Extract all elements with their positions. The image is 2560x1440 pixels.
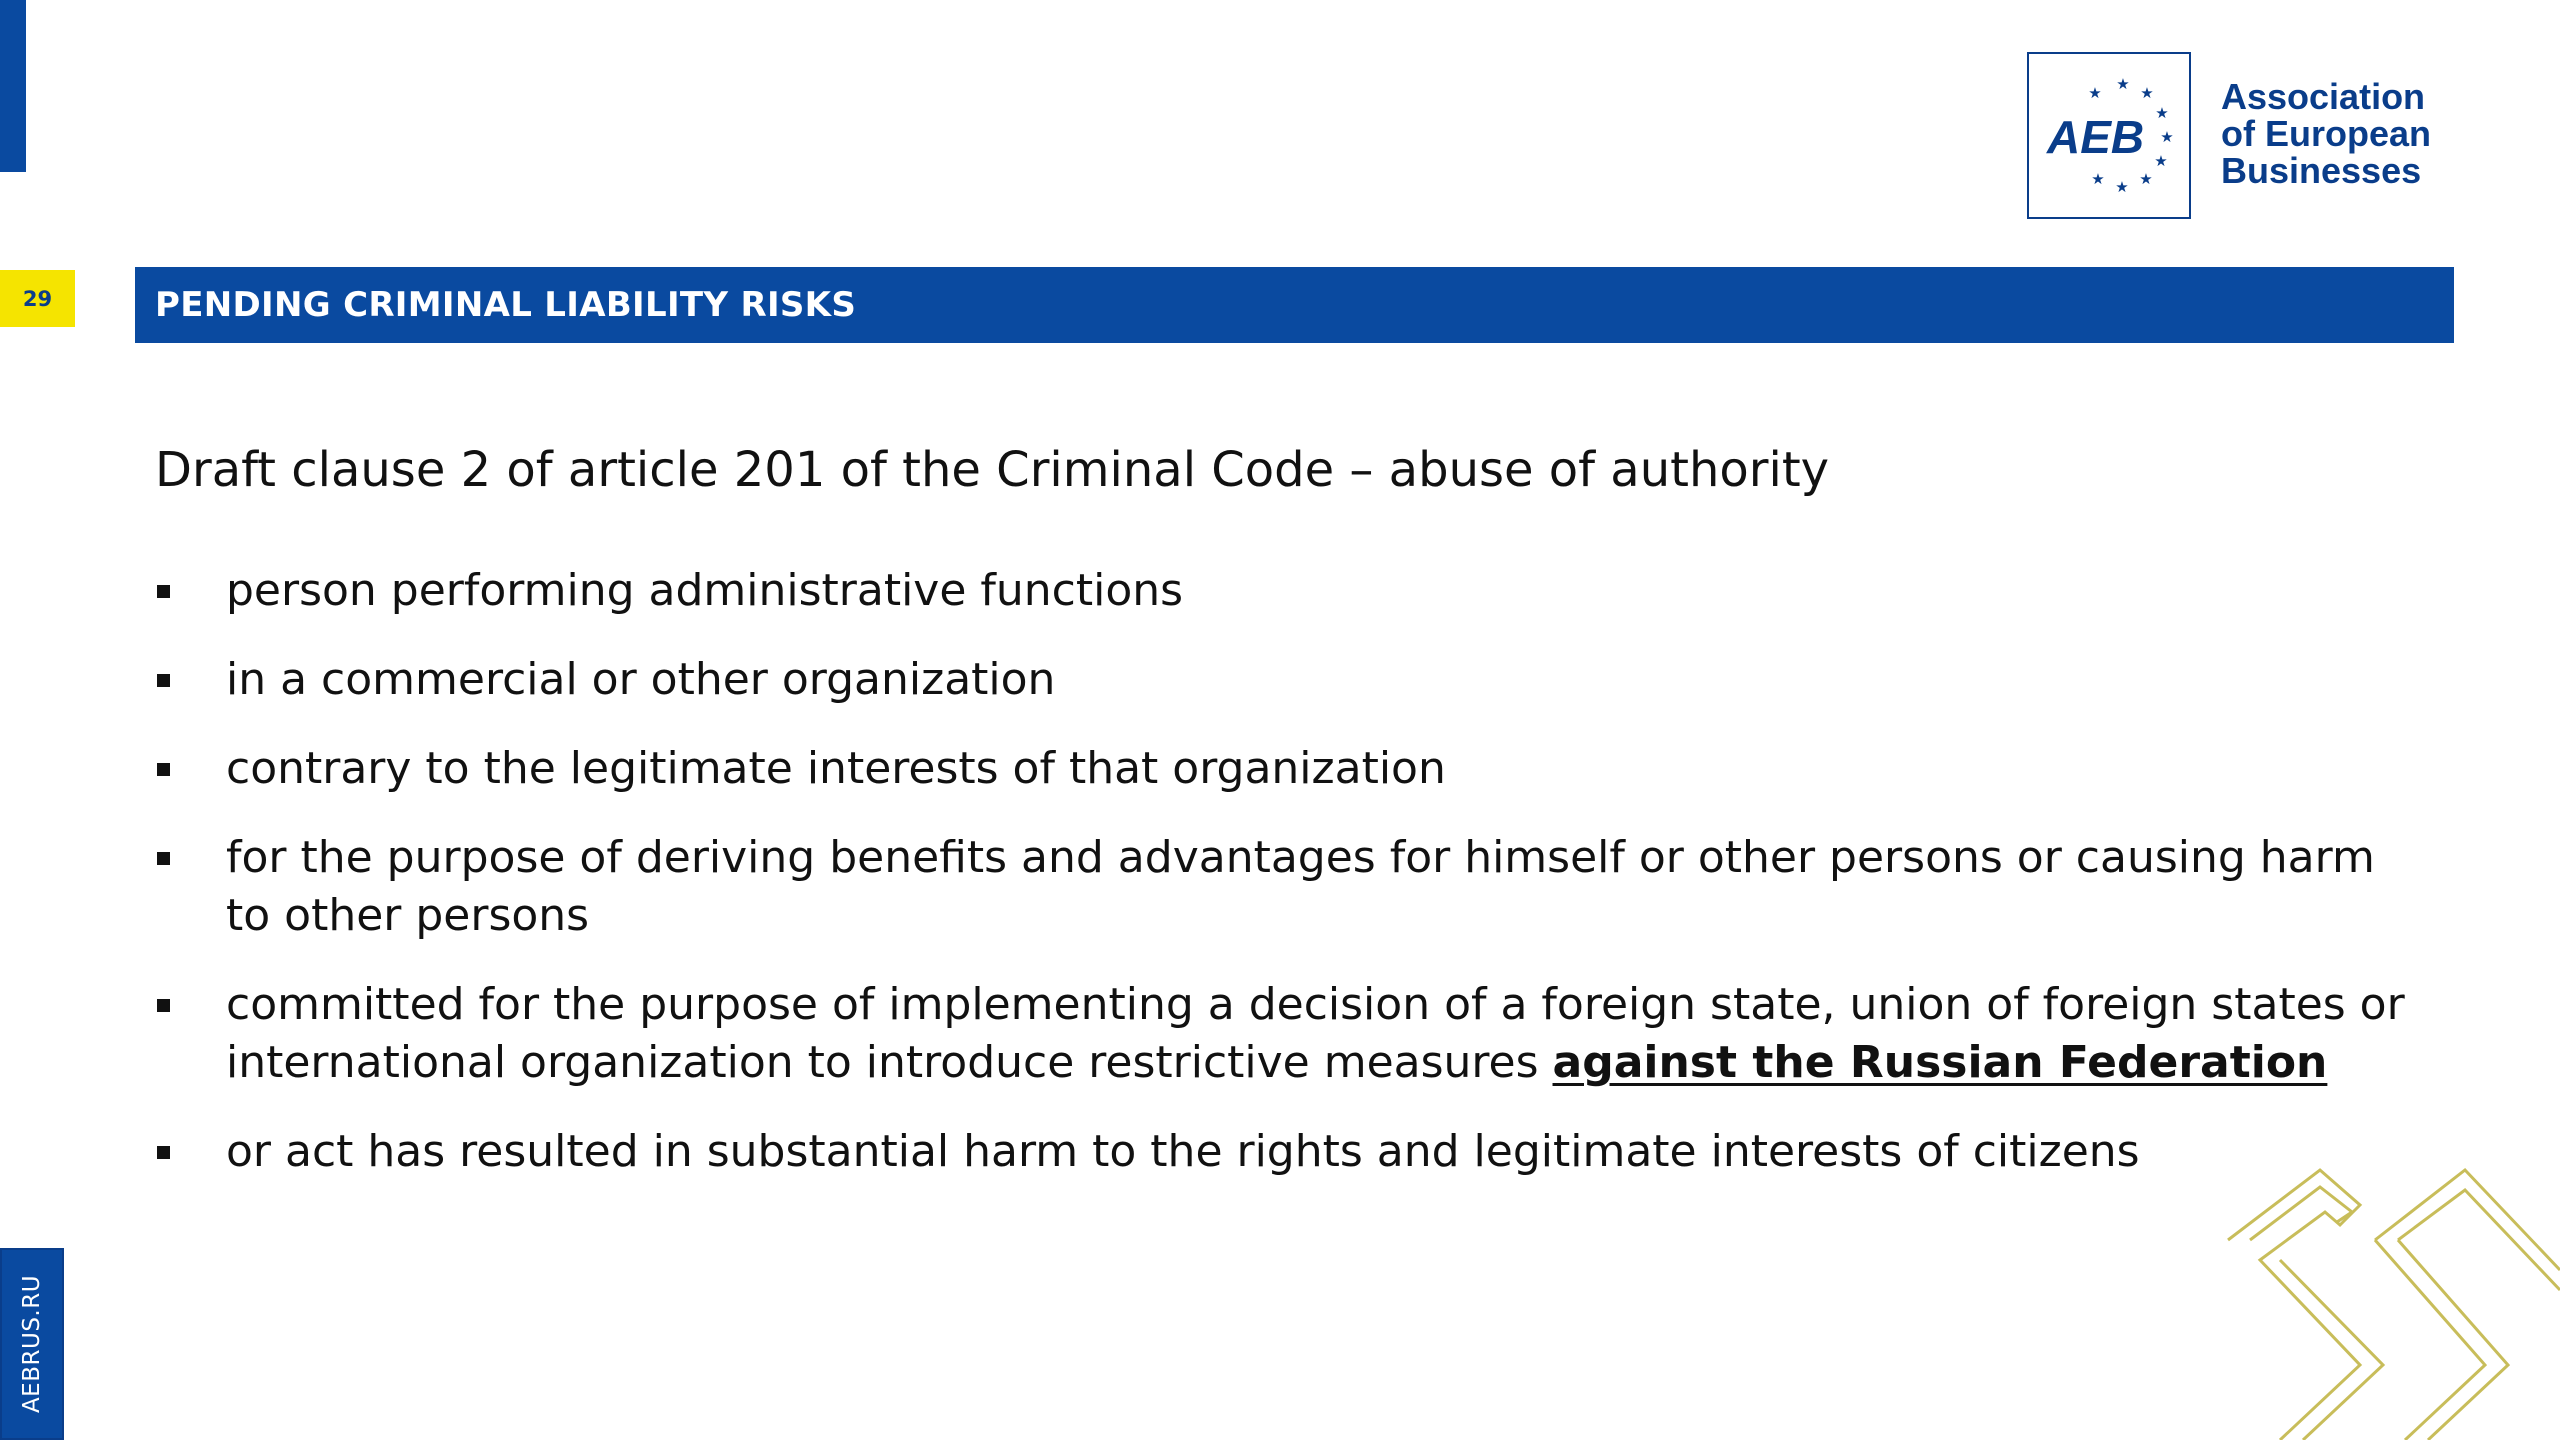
svg-text:★: ★ xyxy=(2091,170,2105,188)
bullet-square-icon xyxy=(157,585,170,598)
aeb-logo xyxy=(2027,52,2191,219)
slide-heading: Draft clause 2 of article 201 of the Criminal Code – abuse of authority xyxy=(155,442,1830,498)
top-accent-bar xyxy=(0,0,26,172)
bullet-square-icon xyxy=(157,999,170,1012)
bullet-square-icon xyxy=(157,1146,170,1159)
bullet-item xyxy=(155,829,2415,945)
logo-line-3: Businesses xyxy=(2221,150,2422,191)
logo-wordmark xyxy=(2221,78,2431,189)
bullet-square-icon xyxy=(157,763,170,776)
logo-line-1: Association xyxy=(2221,76,2426,117)
svg-text:★: ★ xyxy=(2088,84,2102,102)
bullet-text: or act has resulted in substantial harm to the rights and legitimate interests of citizens xyxy=(226,1126,2140,1177)
bullet-text: for the purpose of deriving benefits and advantages for himself or other persons or causing harm to other persons xyxy=(226,832,2375,941)
svg-text:★: ★ xyxy=(2139,170,2153,188)
logo-mark-text: AEB xyxy=(2047,111,2145,163)
svg-text:★: ★ xyxy=(2155,104,2169,122)
bullet-list xyxy=(155,562,2415,1212)
svg-text:★: ★ xyxy=(2154,152,2168,170)
bullet-square-icon xyxy=(157,852,170,865)
bullet-item xyxy=(155,976,2415,1092)
bullet-text: contrary to the legitimate interests of that organization xyxy=(226,743,1446,794)
website-label: AEBRUS.RU xyxy=(19,1274,45,1414)
bullet-square-icon xyxy=(157,674,170,687)
svg-text:★: ★ xyxy=(2140,84,2154,102)
bullet-emphasis: against the Russian Federation xyxy=(1552,1037,2328,1088)
bullet-item xyxy=(155,651,2415,709)
aeb-stars-logo-icon xyxy=(2029,54,2189,217)
bullet-text: in a commercial or other organization xyxy=(226,654,1056,705)
logo-line-2: of European xyxy=(2221,113,2432,154)
bullet-item xyxy=(155,1123,2415,1181)
bullet-text: person performing administrative functions xyxy=(226,565,1184,616)
website-side-tab[interactable] xyxy=(0,1248,64,1440)
chevron-decoration-icon xyxy=(2220,1160,2560,1440)
svg-text:★: ★ xyxy=(2116,75,2130,93)
bullet-item xyxy=(155,562,2415,620)
page-number-badge: 29 xyxy=(0,270,75,327)
section-title: PENDING CRIMINAL LIABILITY RISKS xyxy=(155,285,857,325)
bullet-item xyxy=(155,740,2415,798)
section-title-bar xyxy=(135,267,2454,343)
svg-text:★: ★ xyxy=(2160,128,2174,146)
svg-text:★: ★ xyxy=(2115,178,2129,196)
bullet-text: committed for the purpose of implementing a decision of a foreign state, union of foreign states or international organization to introduce restrictive measures xyxy=(226,979,2405,1088)
